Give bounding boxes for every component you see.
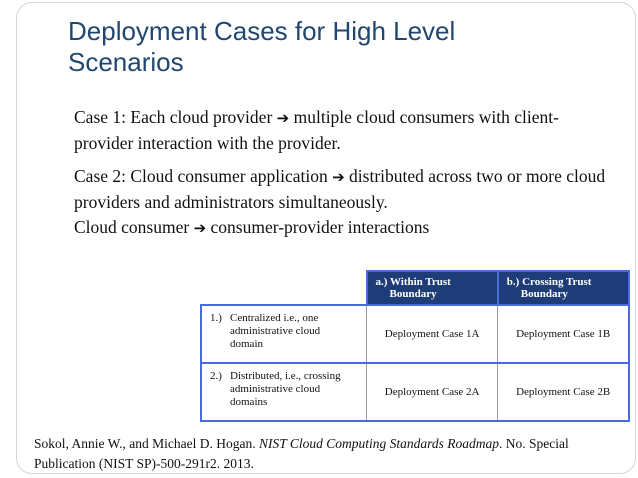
cell-case-2b: Deployment Case 2B [498,363,629,421]
citation-authors: Sokol, Annie W., and Michael D. Hogan. [34,436,259,451]
cell-case-2a: Deployment Case 2A [367,363,498,421]
case-1-lead: Case 1: Each cloud provider [74,107,277,127]
header-within-trust [367,271,498,305]
title-line-1: Deployment Cases for High Level [68,16,456,46]
case-2-consumer: Cloud consumer [74,217,194,237]
row-label-distributed [201,363,367,421]
case-1-text [74,105,614,156]
deployment-case-table [200,270,630,433]
header-label: a.) Within Trust [375,276,451,288]
row-number: 1.) [210,312,222,324]
row-label-centralized [201,305,367,363]
case-1-rest: multiple cloud consumers with client-provider interaction with the provider. [74,107,559,153]
deployment-table [200,270,630,422]
header-crossing-trust [498,271,629,305]
header-blank-cell [201,271,367,305]
case-2-interactions: consumer-provider interactions [206,217,430,237]
table-header-row [201,271,629,305]
slide-title [68,16,588,78]
row-number: 2.) [210,370,222,382]
arrow-right-icon: ➔ [332,168,345,186]
cell-case-1a: Deployment Case 1A [367,305,498,363]
case-2-rest: distributed across two or more cloud providers and administrators simultaneously. [74,166,606,212]
row-label-text: Distributed, i.e., crossing administrative cloud domains [230,370,341,408]
citation [34,434,614,474]
case-descriptions [74,105,614,249]
title-line-2: Scenarios [68,47,184,77]
arrow-right-icon: ➔ [276,109,290,127]
cell-case-1b: Deployment Case 1B [498,305,629,363]
header-label: Boundary [389,288,437,300]
case-2-lead: Case 2: Cloud consumer application [74,166,333,186]
arrow-right-icon: ➔ [193,219,207,237]
citation-details: . No. Special Publication (NIST SP)-500-291r2. 2013. [34,436,569,471]
row-label-text: Centralized i.e., one administrative cloud domain [230,312,321,350]
case-2-text [74,164,614,241]
header-label: Boundary [520,288,568,300]
citation-title: NIST Cloud Computing Standards Roadmap [258,436,500,451]
table-row [201,363,629,421]
header-label: b.) Crossing Trust [506,276,592,288]
table-row [201,305,629,363]
